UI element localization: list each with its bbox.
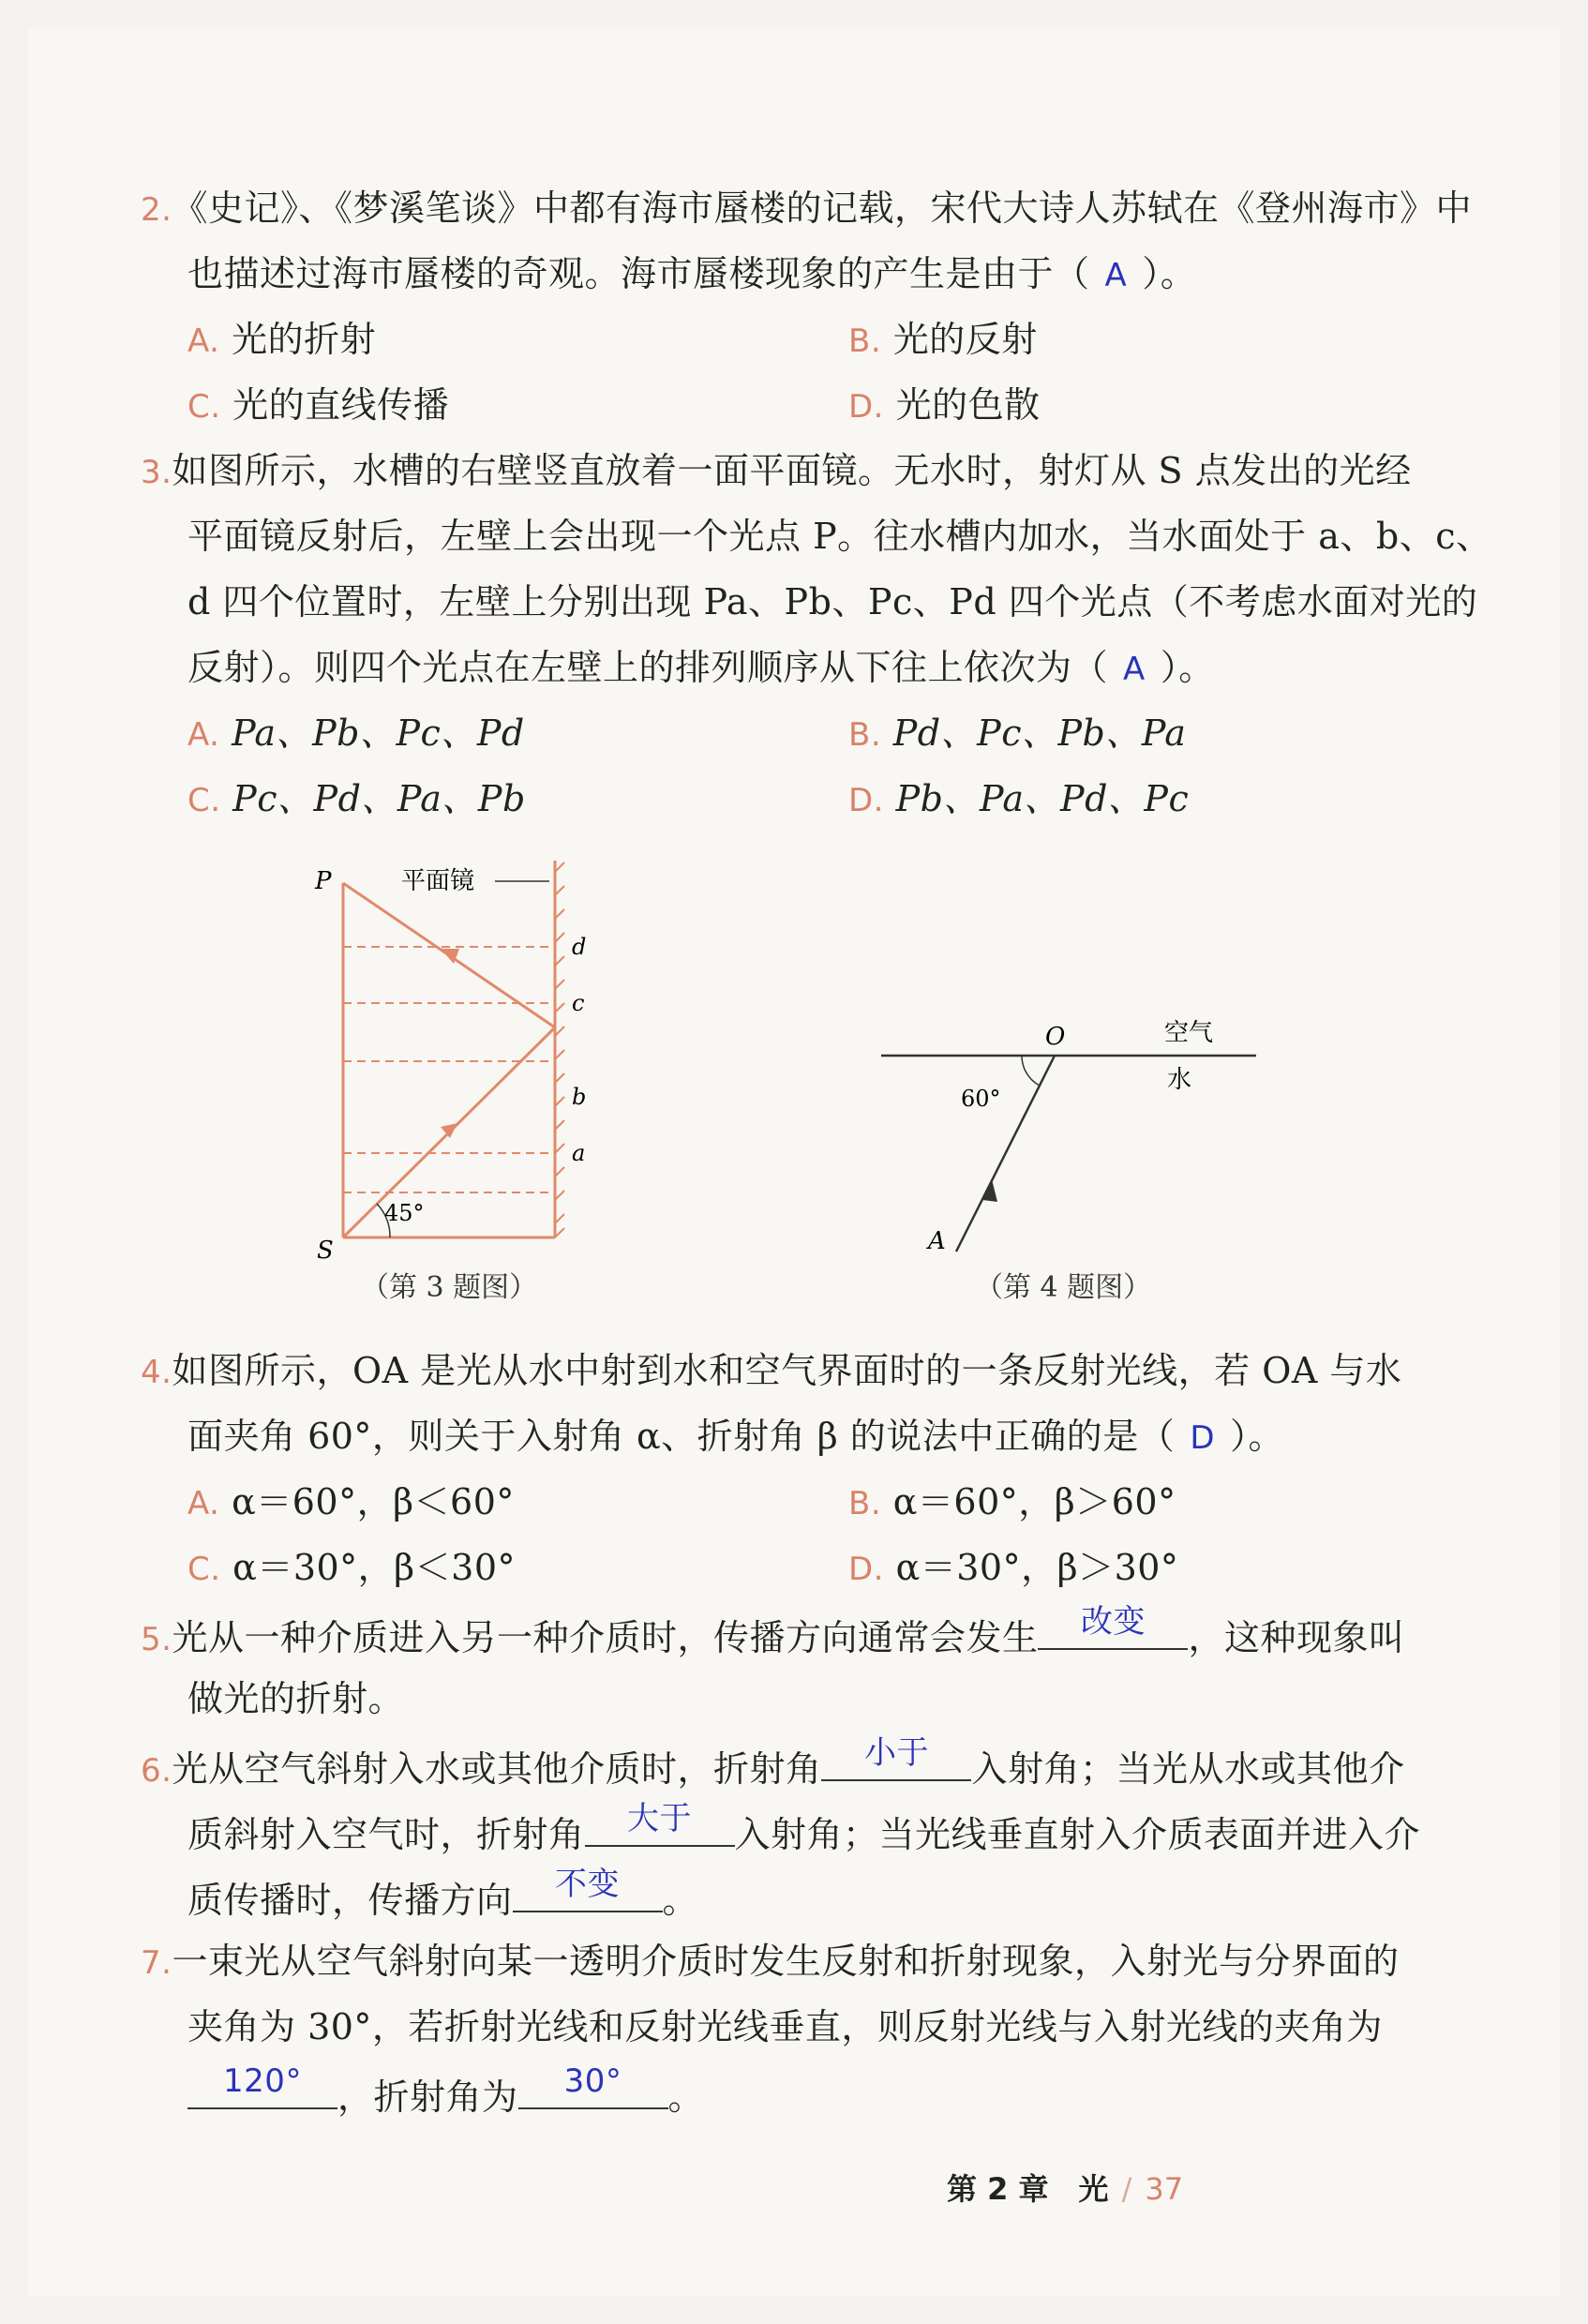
label-water: 水 — [1167, 1066, 1192, 1094]
angle-arc-60 — [1022, 1056, 1040, 1086]
water-levels — [343, 947, 555, 1192]
q4-number: 4. — [141, 1354, 172, 1391]
q4-option-d: D. α＝30°，β＞30° — [848, 1547, 1179, 1588]
q2-number: 2. — [141, 191, 172, 229]
chapter-title: 第 2 章 光 — [947, 2171, 1109, 2207]
q2-option-d: D. 光的色散 — [848, 384, 1041, 426]
incident-arrow — [441, 1123, 457, 1138]
label-b: b — [572, 1084, 587, 1110]
q6-blank-3[interactable]: 不变 — [513, 1867, 663, 1912]
q4-option-a: A. α＝60°，β＜60° — [187, 1481, 515, 1522]
label-c: c — [572, 990, 585, 1016]
q6-line1: 6.光从空气斜射入水或其他介质时，折射角 小于 入射角；当光从水或其他介 — [141, 1734, 1405, 1790]
label-p: P — [315, 867, 332, 895]
q4-answer: D — [1190, 1419, 1215, 1457]
q2-text-2: 也描述过海市蜃楼的奇观。海市蜃楼现象的产生是由于（ — [187, 253, 1090, 294]
label-45: 45° — [384, 1200, 425, 1226]
q2-option-b: B. 光的反射 — [848, 319, 1038, 360]
q6-blank-1[interactable]: 小于 — [821, 1736, 971, 1781]
label-60: 60° — [961, 1086, 1001, 1112]
q2-text-1: 《史记》、《梦溪笔谈》中都有海市蜃楼的记载，宋代大诗人苏轼在《登州海市》中 — [172, 187, 1472, 229]
q4-line1: 4.如图所示，OA 是光从水中射到水和空气界面时的一条反射光线，若 OA 与水 — [141, 1350, 1402, 1391]
figure-3-diagram — [300, 844, 619, 1266]
q3-option-d: D. Pb、Pa、Pd、Pc — [848, 778, 1190, 819]
figure-4-caption: （第 4 题图） — [975, 1271, 1152, 1304]
q7-number: 7. — [141, 1944, 172, 1982]
label-a: a — [572, 1140, 586, 1166]
label-a-point: A — [928, 1227, 946, 1255]
q7-line3: 120° ，折射角为 30° 。 — [187, 2064, 704, 2125]
q5-blank-1[interactable]: 改变 — [1038, 1605, 1188, 1650]
q3-line4: 反射）。则四个光点在左壁上的排列顺序从下往上依次为（ A ）。 — [187, 647, 1215, 688]
q4-option-b: B. α＝60°，β＞60° — [848, 1481, 1176, 1522]
label-s: S — [317, 1237, 334, 1265]
q2-answer: A — [1104, 257, 1128, 294]
q3-number: 3. — [141, 454, 172, 491]
label-mirror: 平面镜 — [401, 867, 475, 895]
q7-line2: 夹角为 30°，若折射光线和反射光线垂直，则反射光线与入射光线的夹角为 — [187, 2006, 1383, 2047]
q3-line1: 3.如图所示，水槽的右壁竖直放着一面平面镜。无水时，射灯从 S 点发出的光经 — [141, 450, 1412, 491]
q3-option-c: C. Pc、Pd、Pa、Pb — [187, 778, 526, 819]
q6-blank-2[interactable]: 大于 — [585, 1802, 735, 1847]
figure-3-caption: （第 3 题图） — [361, 1271, 538, 1304]
q5-line1: 5.光从一种介质进入另一种介质时，传播方向通常会发生 改变 ，这种现象叫 — [141, 1603, 1405, 1658]
q3-option-b: B. Pd、Pc、Pb、Pa — [848, 712, 1187, 754]
q2-option-c: C. 光的直线传播 — [187, 384, 450, 426]
q6-line3: 质传播时，传播方向 不变 。 — [187, 1866, 699, 1921]
page-footer: 第 2 章 光 / 37 — [947, 2171, 1184, 2207]
q3-answer: A — [1123, 651, 1146, 688]
q6-line2: 质斜射入空气时，折射角 大于 入射角；当光线垂直射入介质表面并进入介 — [187, 1800, 1421, 1855]
q7-line1: 7.一束光从空气斜射向某一透明介质时发生反射和折射现象，入射光与分界面的 — [141, 1941, 1400, 1982]
label-air: 空气 — [1164, 1019, 1214, 1047]
q3-line2: 平面镜反射后，左壁上会出现一个光点 P。往水槽内加水，当水面处于 a、b、c、 — [187, 516, 1492, 557]
label-d: d — [572, 934, 587, 960]
q5-line2: 做光的折射。 — [187, 1678, 405, 1719]
page-number: 37 — [1145, 2171, 1184, 2207]
q3-line3: d 四个位置时，左壁上分别出现 Pa、Pb、Pc、Pd 四个光点（不考虑水面对光的 — [187, 581, 1478, 622]
q4-option-c: C. α＝30°，β＜30° — [187, 1547, 516, 1588]
q2-line1 — [141, 180, 1472, 238]
q4-line2: 面夹角 60°，则关于入射角 α、折射角 β 的说法中正确的是（ D ）。 — [187, 1416, 1285, 1457]
q3-option-a: A. Pa、Pb、Pc、Pd — [187, 712, 525, 754]
q2-option-a: A. 光的折射 — [187, 319, 377, 360]
q7-blank-2[interactable]: 30° — [518, 2064, 668, 2109]
q2-line2: 也描述过海市蜃楼的奇观。海市蜃楼现象的产生是由于（ A ）。 — [187, 253, 1197, 294]
q5-number: 5. — [141, 1621, 172, 1658]
q7-blank-1[interactable]: 120° — [187, 2064, 337, 2109]
q6-number: 6. — [141, 1752, 172, 1790]
label-o: O — [1045, 1023, 1066, 1051]
figure-4-diagram — [862, 1003, 1256, 1256]
